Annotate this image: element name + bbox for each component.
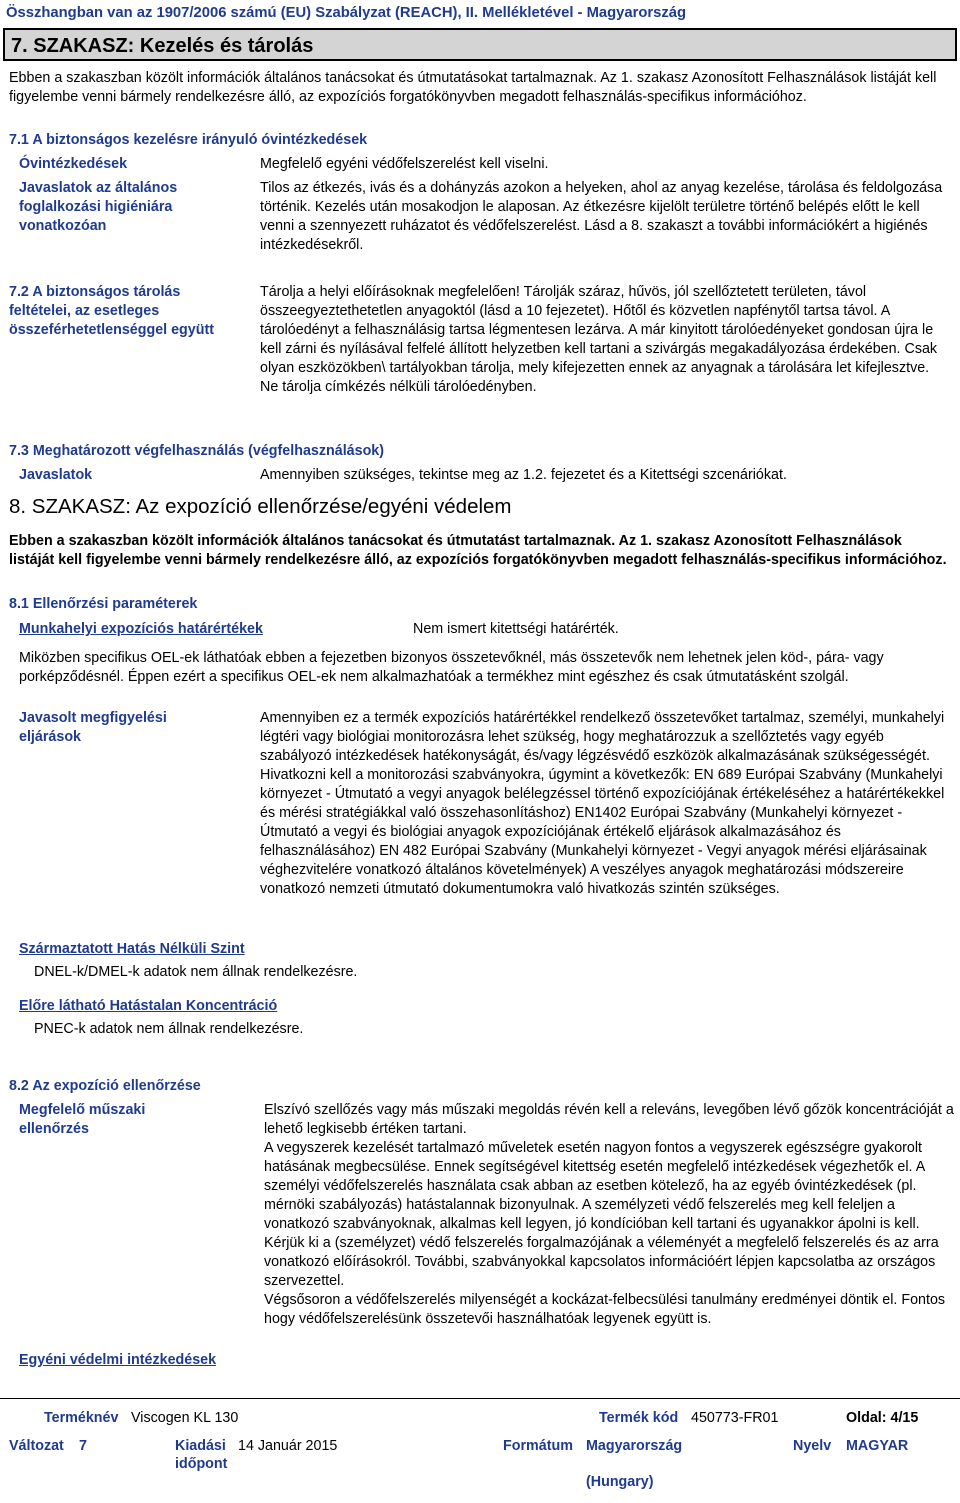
footer-issue-label-2: időpont — [175, 1456, 228, 1472]
subsection-7-3-title: 7.3 Meghatározott végfelhasználás (végfelhasználások) — [9, 443, 385, 459]
section-7-title-bar — [3, 28, 957, 61]
value-dnel: DNEL-k/DMEL-k adatok nem állnak rendelkezésre. — [34, 964, 358, 980]
footer-page-value: 4/15 — [890, 1410, 919, 1426]
footer-format-label: Formátum — [503, 1438, 573, 1454]
label-engineering: Megfelelő műszaki ellenőrzés — [19, 1102, 146, 1137]
footer-lang-value: MAGYAR — [846, 1438, 909, 1454]
engineering-block — [264, 1101, 954, 1329]
value-pnec: PNEC-k adatok nem állnak rendelkezésre. — [34, 1021, 304, 1037]
footer-product-value: Viscogen KL 130 — [131, 1410, 239, 1426]
subsection-8-1-title: 8.1 Ellenőrzési paraméterek — [9, 596, 198, 612]
engineering-paragraph-3: Végsősoron a védőfelszerelés milyenségét a kockázat-felbecsülési tanulmány eredményei döntik el. Fontos hogy védőfelszerelésünk összetevői használhatóak legyenek együtt is. — [264, 1292, 946, 1327]
oel-note: Miközben specifikus OEL-ek láthatóak ebben a fejezetben bizonyos összetevőknél, más összetevők nem lehetnek jelen köd-, pára- vagy porképződésnél. Éppen ezért a specifikus OEL-ek nem alkalmazhatóak a termékhez mint egészhez és csak útmutatásként szolgál. — [19, 650, 884, 685]
subsection-7-1-title: 7.1 A biztonságos kezelésre irányuló óvintézkedések — [9, 132, 368, 148]
footer-issue-label-1: Kiadási — [175, 1438, 226, 1454]
label-pnec: Előre látható Hatástalan Koncentráció — [19, 998, 278, 1014]
section-7-title: 7. SZAKASZ: Kezelés és tárolás — [11, 35, 314, 57]
section-7-intro: Ebben a szakaszban közölt információk általános tanácsokat és útmutatásokat tartalmaznak. Az 1. szakasz Azonosított Felhasználások listáját kell figyelembe venni bármely rendelkezésre álló, az expozíciós forgatókönyvben megadott felhasználás-specifikus információhoz. — [9, 70, 937, 105]
footer-version-label: Változat — [9, 1438, 64, 1454]
footer-divider — [0, 1398, 960, 1399]
value-monitoring: Amennyiben ez a termék expozíciós határértékkel rendelkező összetevőket tartalmaz, személyi, munkahelyi légtéri vagy biológiai monitorozásra lehet szükség, hogy meghatározzuk a szellőztetés vagy egyéb szabályozó intézkedések hatékonyságát, és/vagy légzésvédő eszközök alkalmazásának szükségességét. Hivatkozni kell a monitorozási szabványokra, úgymint a következők: EN 689 Európai Szabvány (Munkahelyi környezet - Útmutató a vegyi anyagok belélegzéssel történő expozíciójának értékeléséhez a határértékekkel és mérési stratégiákkal való összehasonlításhoz) EN1402 Európai Szabvány (Munkahelyi környezet - Útmutató a vegyi és biológiai anyagok expozíciójának értékelő eljárások alkalmazásához és felhasználásához) EN 482 Európai Szabvány (Munkahelyi környezet - Vegyi anyagok mérési eljárásainak véghezvitelére vonatkozó általános követelmények) A veszélyes anyagok meghatározási módszereire vonatkozó nemzeti útmutató dokumentumokra való hivatkozás szintén szükséges. — [260, 710, 945, 897]
section-8-title: 8. SZAKASZ: Az expozíció ellenőrzése/egyéni védelem — [9, 495, 512, 518]
engineering-paragraph-1: Elszívó szellőzés vagy más műszaki megoldás révén kell a releváns, levegőben lévő gőzök koncentrációját a lehető legkisebb értéken tartani. — [264, 1102, 954, 1137]
footer-code-value: 450773-FR01 — [691, 1410, 779, 1426]
section-8-intro: Ebben a szakaszban közölt információk általános tanácsokat és útmutatást tartalmaznak. Az 1. szakasz Azonosított Felhasználások listáját kell figyelembe venni bármely rendelkezésre álló, az expozíciós forgatókönyvben megadott felhasználás-specifikus információhoz. — [9, 533, 947, 568]
label-oel: Munkahelyi expozíciós határértékek — [19, 621, 263, 637]
document-header: Összhangban van az 1907/2006 számú (EU) Szabályzat (REACH), II. Mellékletével - Magyarország — [6, 5, 687, 21]
subsection-7-2-title: 7.2 A biztonságos tárolás feltételei, az esetleges összeférhetetlenséggel együtt — [9, 284, 214, 338]
footer-page — [846, 1409, 918, 1428]
engineering-paragraph-2: A vegyszerek kezelését tartalmazó műveletek esetén nagyon fontos a vegyszerek egészségre gyakorolt hatásának megbecsülése. Ennek segítségével kitettség esetén megfelelő intézkedések végezhetők el. A személyi védőfelszerelés használata csak abban az esetben kötelező, ha az egyéb óvintézkedések (pl. mérnöki szabályozás) hatástalannak bizonyulnak. A személyzeti védő felszerelés meg kell feleljen a vonatkozó szabványoknak, alkalmas kell legyen, jó kondícióban kell tartani és ugyanakkor ápolni is kell. Kérjük ki a (személyzet) védő felszerelés forgalmazójának a véleményét a megfelelő felszerelés és az arra vonatkozó előírásokról. További, szabványokkal kapcsolatos információért lépjen kapcsolatba az országos szervezettel. — [264, 1140, 939, 1289]
value-hygiene: Tilos az étkezés, ivás és a dohányzás azokon a helyeken, ahol az anyag kezelése, tárolása és feldolgozása történik. Kezelés után mosakodjon le alaposan. Az étkezésre kijelölt területre történő belépés előtt le kell venni a szennyezett ruházatot és védőfelszerelést. Lásd a 8. szakaszt a további információkért a higiénés intézkedésekről. — [260, 180, 943, 253]
label-precautions: Óvintézkedések — [19, 156, 128, 172]
value-storage: Tárolja a helyi előírásoknak megfelelően! Tárolják száraz, hűvös, jól szellőztetett területen, távol összeegyeztethetetlen anyagoktól (lásd a 10 fejezetet). Hőtől és közvetlen napfénytől tartsa távol. A tárolóedényt a felhasználásig tartsa légmentesen lezárva. A már kinyitott tárolóedényeket gondosan újra le kell zárni és nyílásával felfelé állított helyzetben kell tartani a szivárgás megakadályozása érdekében. Csak olyan eszközökben\ tartályokban tárolja, mely kifejezetten ennek az anyagnak a tárolására let kifejlesztve. Ne tárolja címkézés nélküli tárolóedényben. — [260, 284, 938, 395]
footer-format-value-2: (Hungary) — [586, 1474, 654, 1490]
label-recommendations: Javaslatok — [19, 467, 93, 483]
label-hygiene: Javaslatok az általános foglalkozási higiéniára vonatkozóan — [19, 180, 178, 234]
value-recommendations: Amennyiben szükséges, tekintse meg az 1.2. fejezetet és a Kitettségi szcenáriókat. — [260, 467, 787, 483]
label-dnel: Származtatott Hatás Nélküli Szint — [19, 941, 245, 957]
footer-version-value: 7 — [79, 1438, 87, 1454]
footer-format-value: Magyarország — [586, 1438, 683, 1454]
footer-page-label: Oldal: — [846, 1410, 887, 1426]
footer-product-label: Terméknév — [44, 1410, 119, 1426]
footer-issue-value: 14 Január 2015 — [238, 1438, 338, 1454]
subsection-8-2-title: 8.2 Az expozíció ellenőrzése — [9, 1078, 201, 1094]
value-precautions: Megfelelő egyéni védőfelszerelést kell viselni. — [260, 156, 549, 172]
footer-lang-label: Nyelv — [793, 1438, 832, 1454]
label-monitoring: Javasolt megfigyelési eljárások — [19, 710, 167, 745]
value-oel: Nem ismert kitettségi határérték. — [413, 621, 619, 637]
footer-code-label: Termék kód — [599, 1410, 679, 1426]
label-ppe: Egyéni védelmi intézkedések — [19, 1352, 217, 1368]
